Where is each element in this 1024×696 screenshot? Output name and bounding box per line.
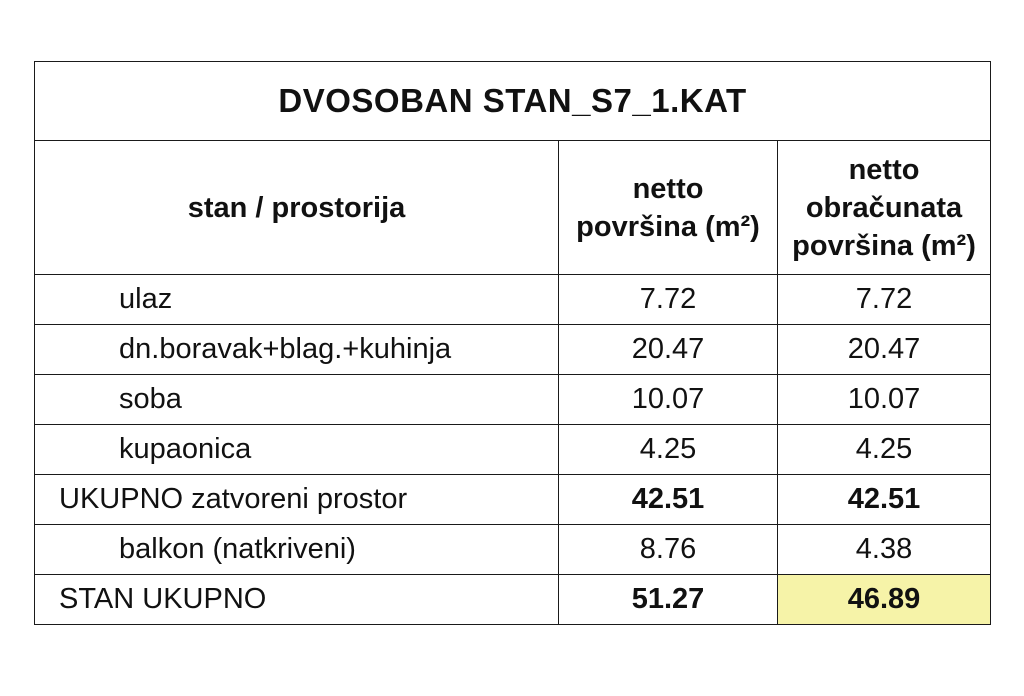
table-row — [35, 375, 991, 425]
subtotal-calc-area: 42.51 — [778, 475, 991, 525]
area-table — [34, 61, 991, 625]
table-row-total — [35, 575, 991, 625]
table-row — [35, 525, 991, 575]
row-calc-area: 10.07 — [778, 375, 991, 425]
header-net-calc-line3: površina (m²) — [792, 229, 976, 262]
table-title-row — [35, 62, 991, 141]
total-net-area: 51.27 — [559, 575, 778, 625]
table-row — [35, 325, 991, 375]
header-net-calc-area — [778, 141, 991, 275]
header-net-area-line2: površina (m²) — [576, 210, 760, 243]
table-title: DVOSOBAN STAN_S7_1.KAT — [35, 62, 991, 141]
header-net-area-line1: netto — [632, 172, 704, 205]
row-net-area: 8.76 — [559, 525, 778, 575]
row-name: balkon (natkriveni) — [35, 525, 559, 575]
row-name: kupaonica — [35, 425, 559, 475]
row-calc-area: 4.38 — [778, 525, 991, 575]
header-room: stan / prostorija — [35, 141, 559, 275]
subtotal-label: UKUPNO zatvoreni prostor — [35, 475, 559, 525]
header-net-area — [559, 141, 778, 275]
total-calc-area: 46.89 — [778, 575, 991, 625]
header-net-calc-line2: obračunata — [805, 191, 963, 224]
row-name: ulaz — [35, 275, 559, 325]
row-net-area: 10.07 — [559, 375, 778, 425]
table-row-subtotal — [35, 475, 991, 525]
row-name: soba — [35, 375, 559, 425]
row-net-area: 4.25 — [559, 425, 778, 475]
row-net-area: 20.47 — [559, 325, 778, 375]
row-calc-area: 4.25 — [778, 425, 991, 475]
subtotal-net-area: 42.51 — [559, 475, 778, 525]
row-name: dn.boravak+blag.+kuhinja — [35, 325, 559, 375]
table-row — [35, 275, 991, 325]
total-label: STAN UKUPNO — [35, 575, 559, 625]
table-header-row — [35, 141, 991, 275]
row-calc-area: 7.72 — [778, 275, 991, 325]
row-calc-area: 20.47 — [778, 325, 991, 375]
header-net-calc-line1: netto — [848, 153, 920, 186]
row-net-area: 7.72 — [559, 275, 778, 325]
table-row — [35, 425, 991, 475]
